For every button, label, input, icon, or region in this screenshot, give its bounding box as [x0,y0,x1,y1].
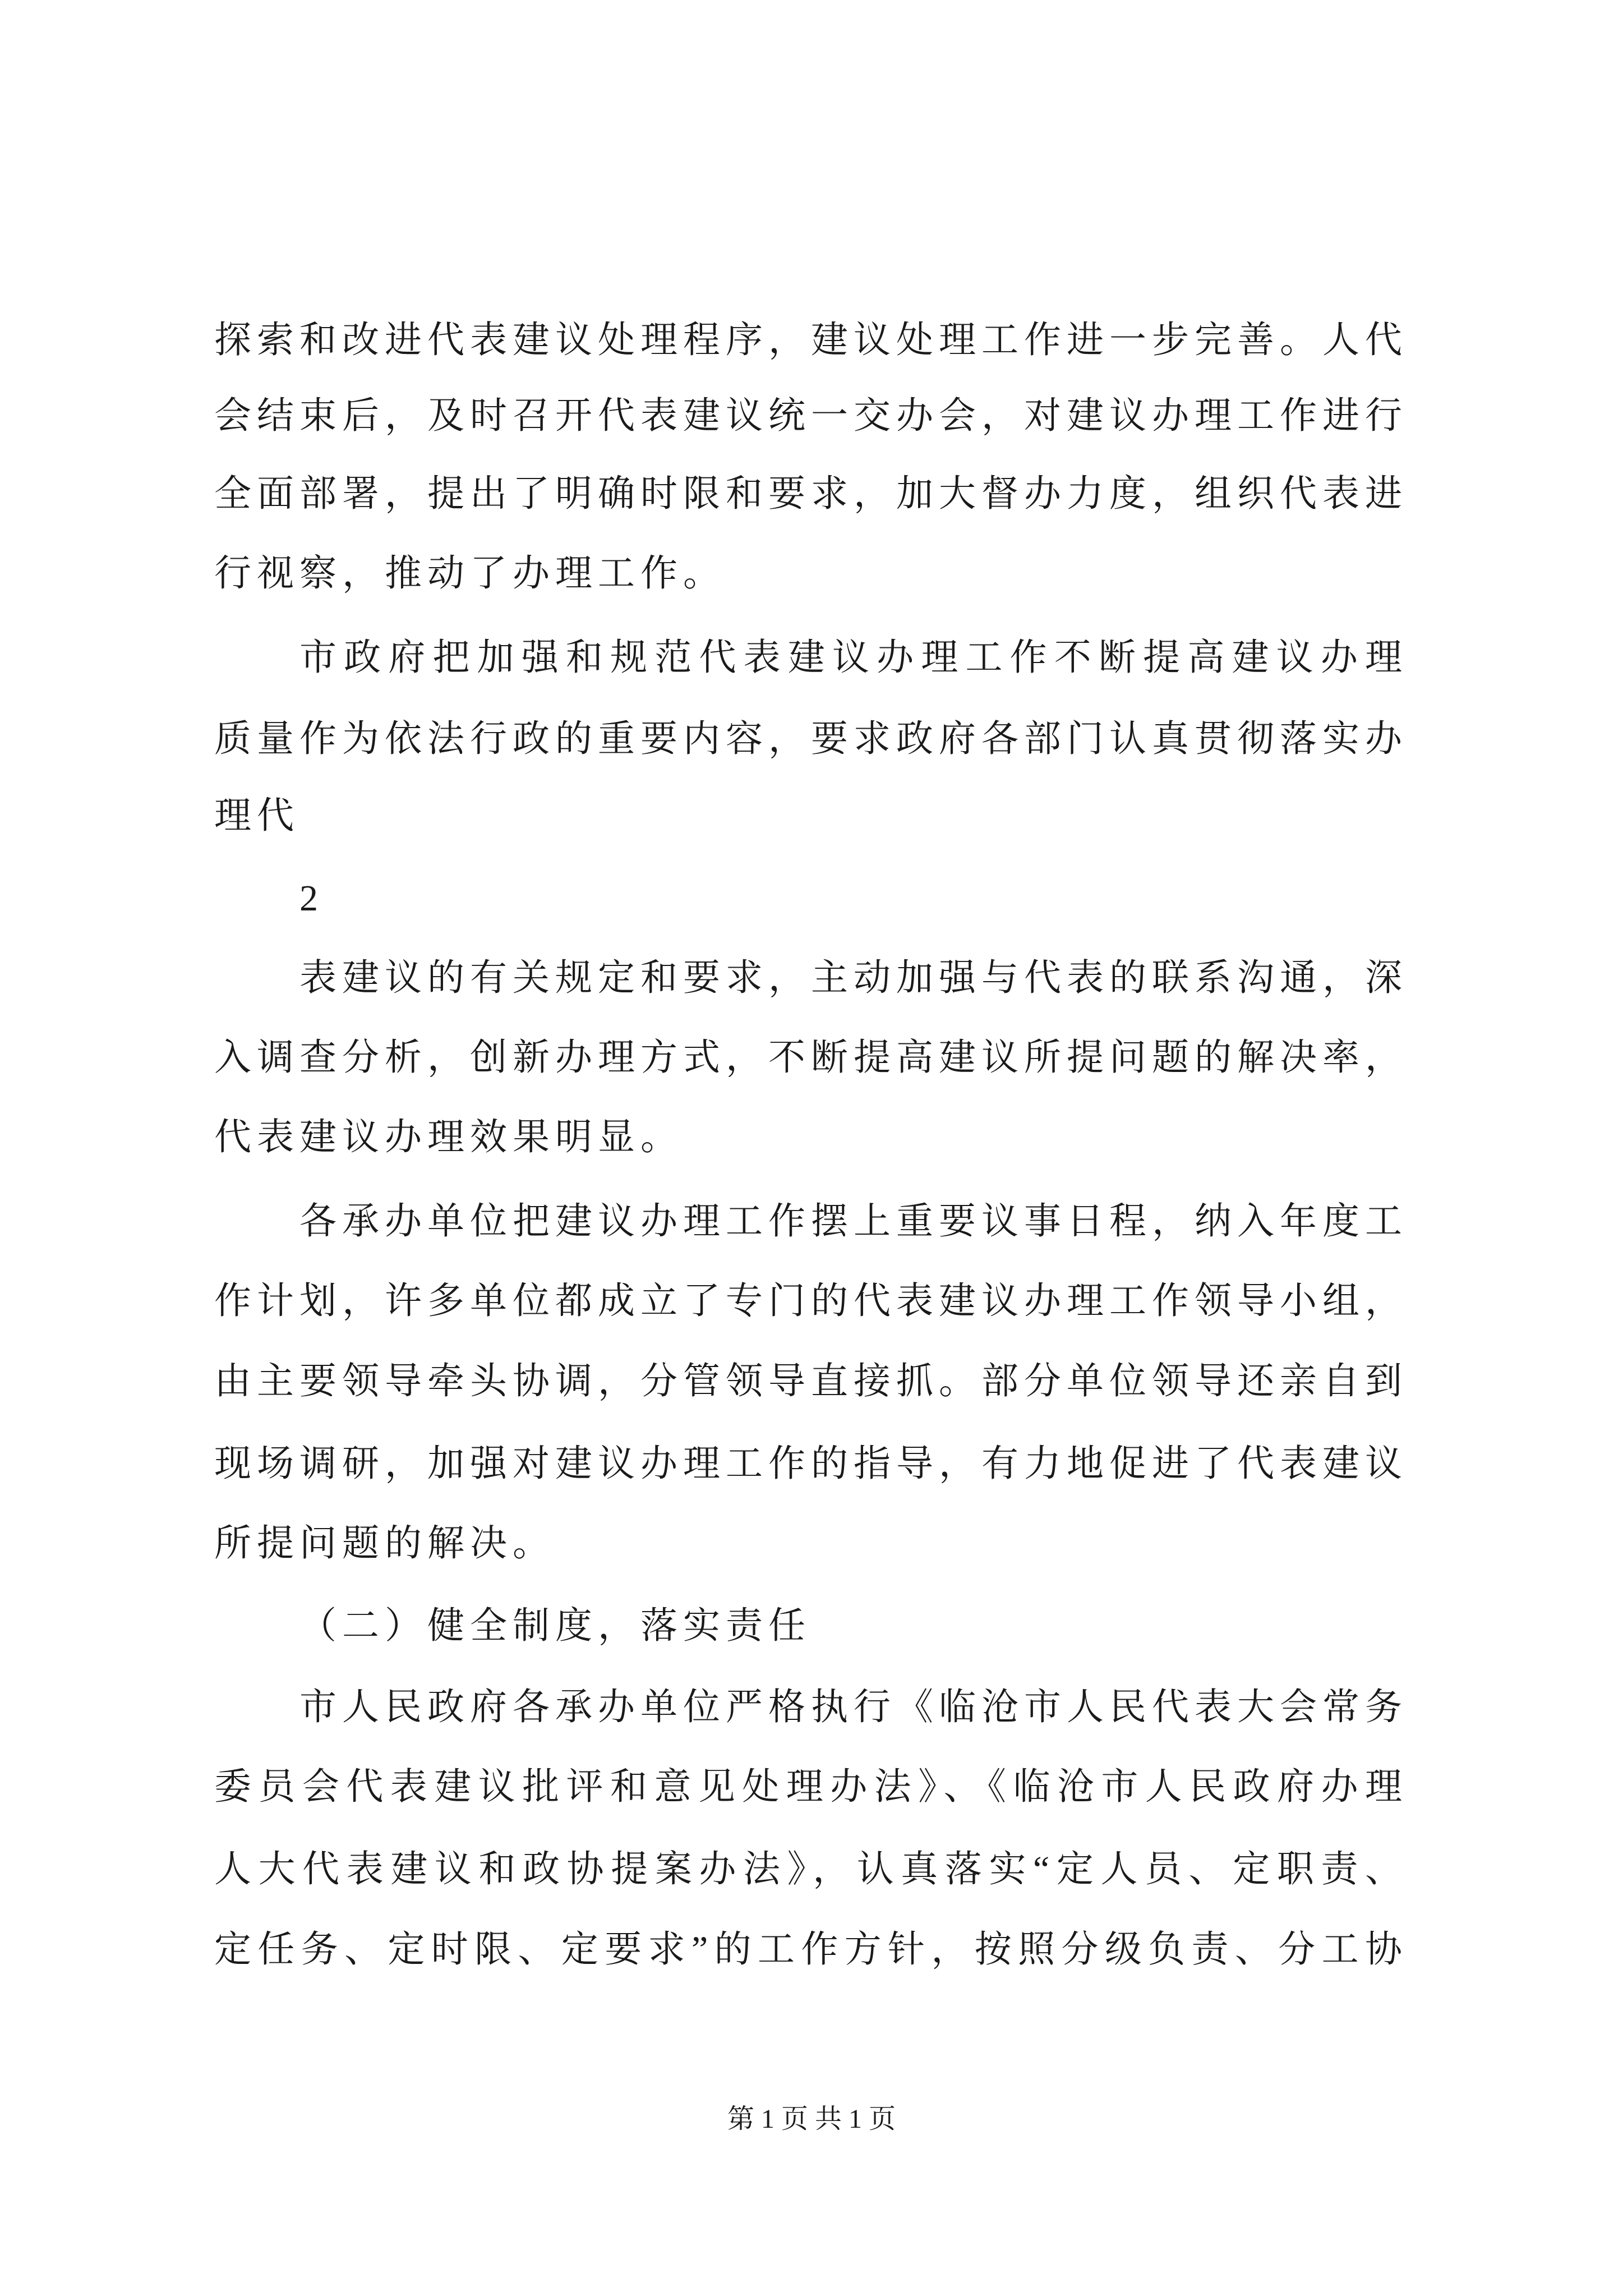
text-line: 理代 [214,795,299,836]
text-line: 代表建议办理效果明显。 [214,1117,683,1158]
page-footer: 第 1 页 共 1 页 [727,2104,896,2134]
text-line: 表建议的有关规定和要求，主动加强与代表的联系沟通，深 [299,958,1408,999]
text-line: 质量作为依法行政的重要内容，要求政府各部门认真贯彻落实办 [214,719,1408,760]
text-line: 入调查分析，创新办理方式，不断提高建议所提问题的解决率， [214,1037,1408,1078]
text-line: 探索和改进代表建议处理程序，建议处理工作进一步完善。人代 [214,320,1408,361]
text-line: 行视察，推动了办理工作。 [214,553,726,594]
text-line: 委员会代表建议批评和意见处理办法》、《临沧市人民政府办理 [214,1766,1408,1807]
text-line: 人大代表建议和政协提案办法》，认真落实“定人员、定职责、 [214,1849,1408,1890]
text-line: 2 [299,878,324,919]
text-line: （二）健全制度，落实责任 [299,1605,811,1646]
text-line: 各承办单位把建议办理工作摆上重要议事日程，纳入年度工 [299,1201,1408,1242]
text-line: 市政府把加强和规范代表建议办理工作不断提高建议办理 [299,637,1408,678]
text-line: 定任务、定时限、定要求”的工作方针，按照分级负责、分工协 [214,1929,1408,1970]
text-line: 全面部署，提出了明确时限和要求，加大督办力度，组织代表进 [214,473,1408,514]
text-line: 市人民政府各承办单位严格执行《临沧市人民代表大会常务 [299,1687,1408,1728]
text-line: 所提问题的解决。 [214,1523,555,1564]
text-line: 现场调研，加强对建议办理工作的指导，有力地促进了代表建议 [214,1443,1408,1484]
text-line: 会结束后，及时召开代表建议统一交办会，对建议办理工作进行 [214,395,1408,436]
text-line: 由主要领导牵头协调，分管领导直接抓。部分单位领导还亲自到 [214,1361,1408,1402]
text-line: 作计划，许多单位都成立了专门的代表建议办理工作领导小组， [214,1281,1408,1322]
